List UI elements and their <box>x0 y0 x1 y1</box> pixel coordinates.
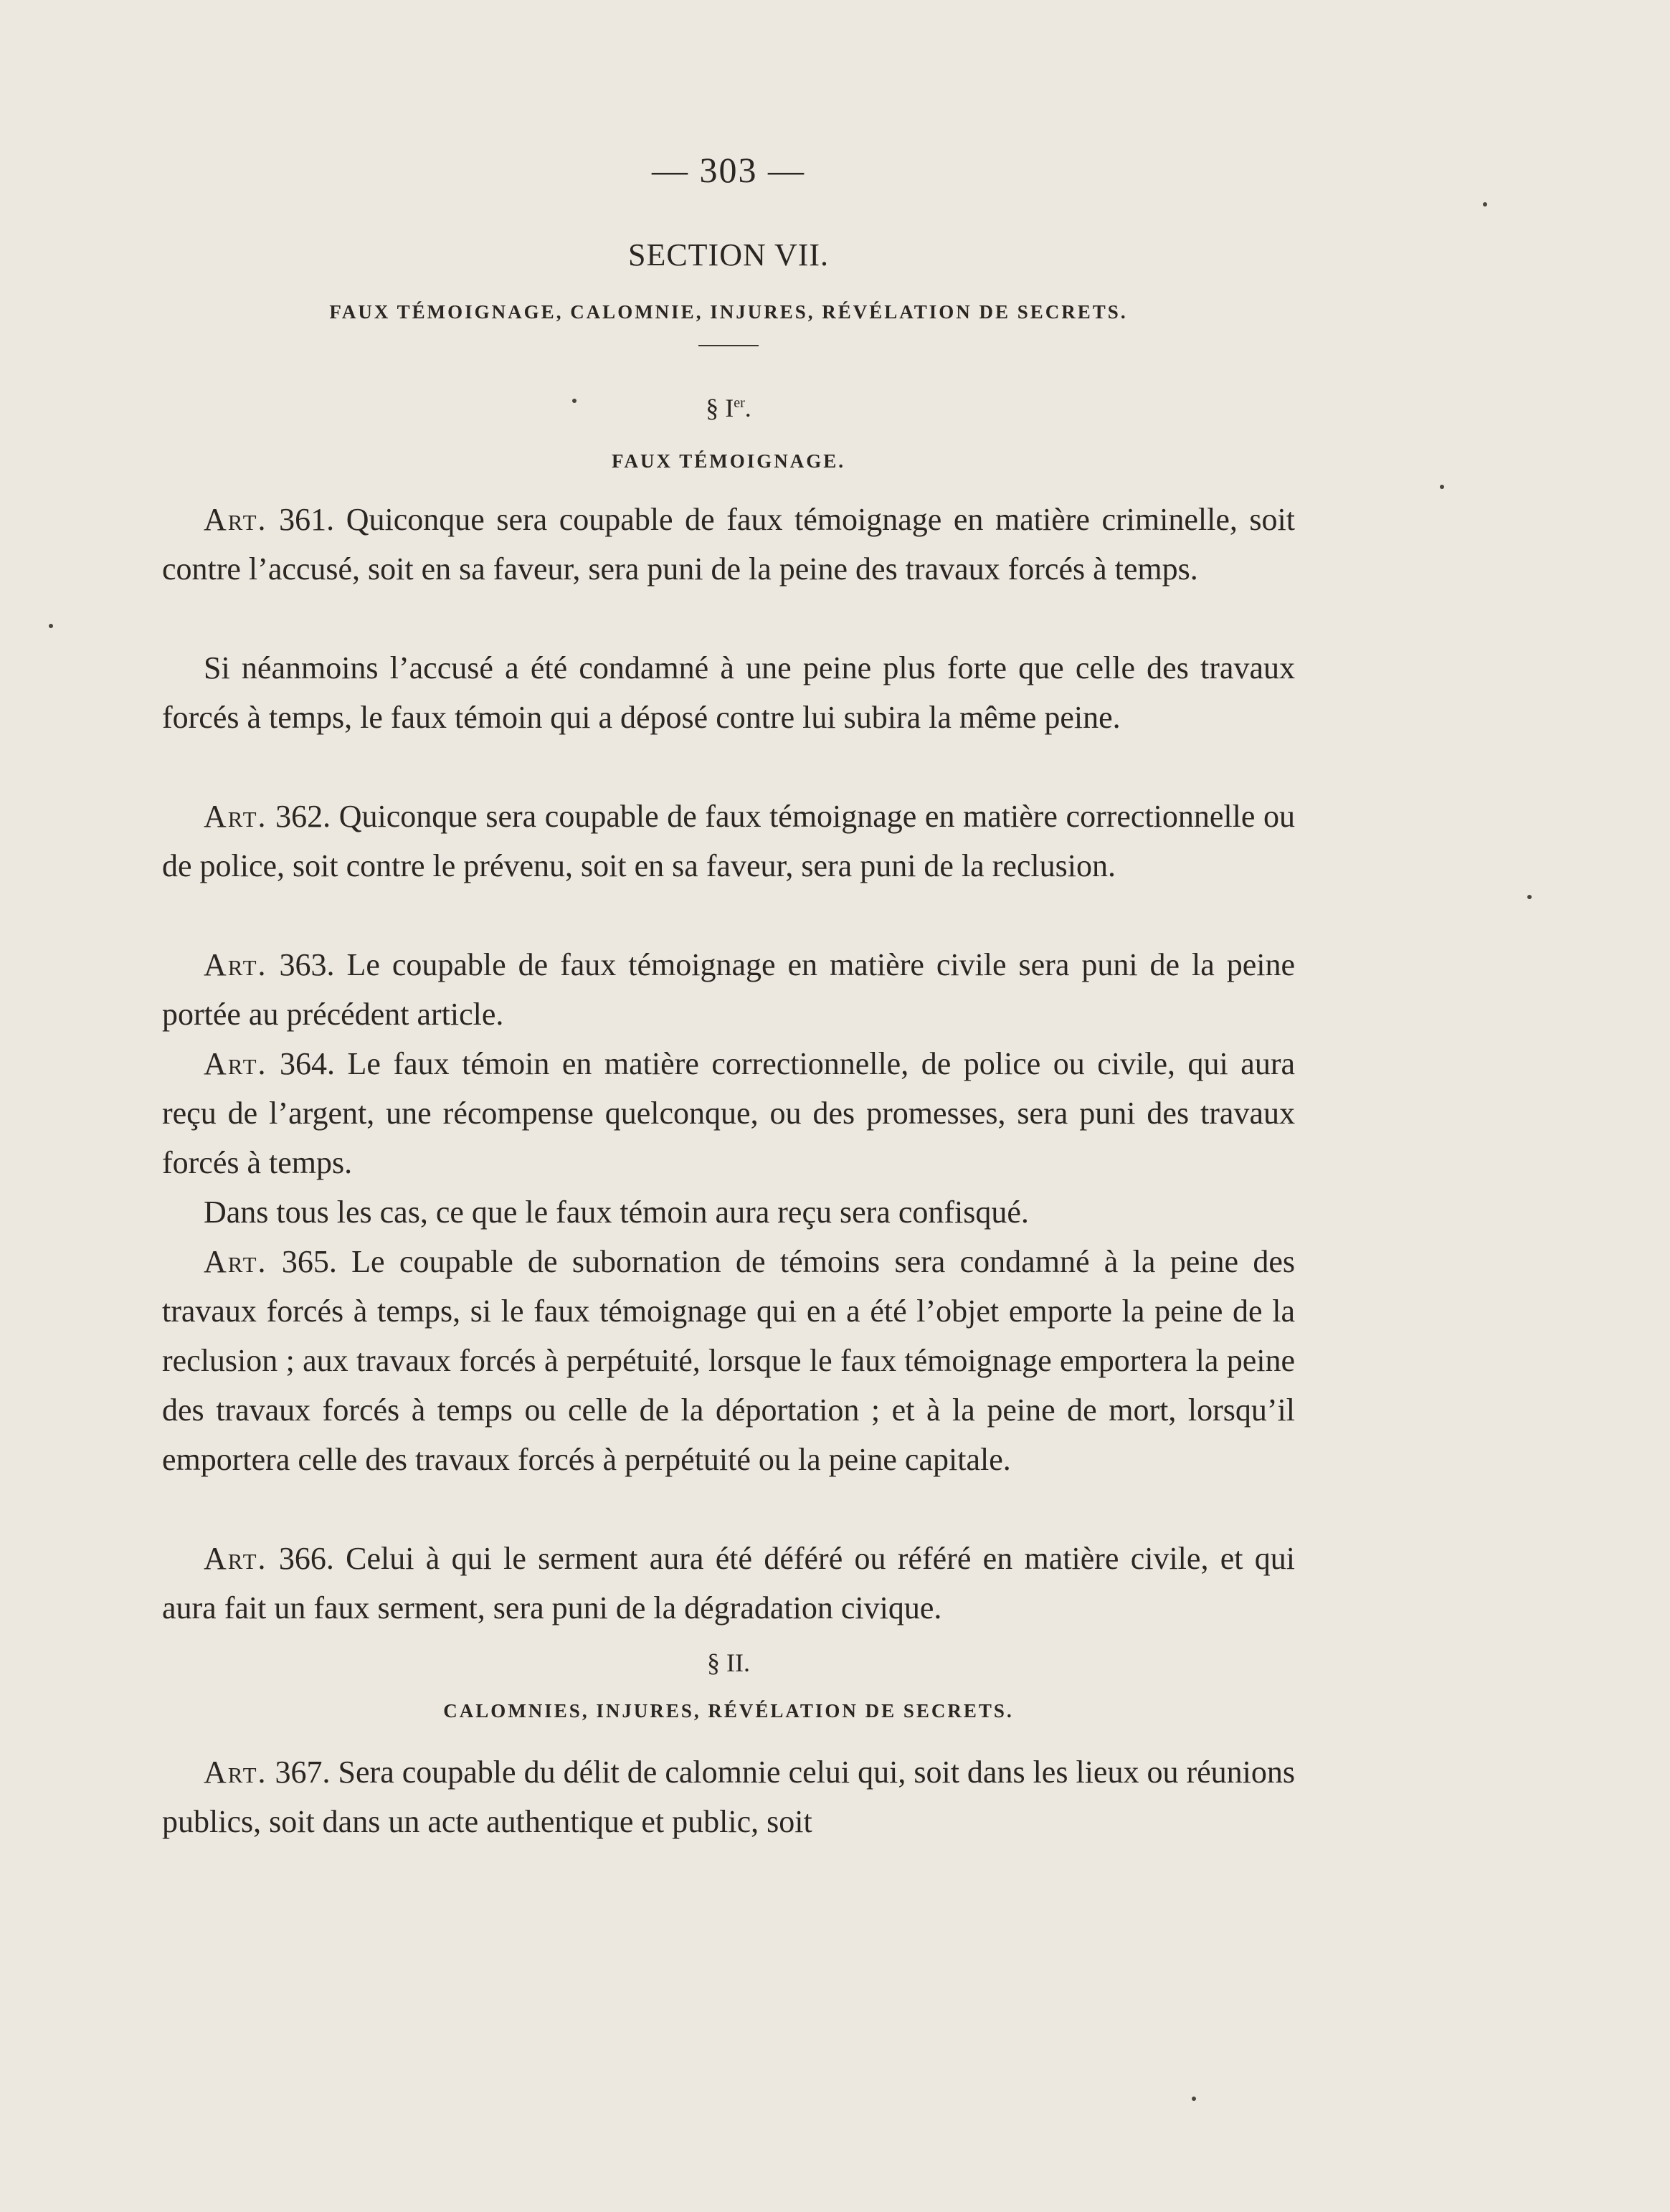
article-363 <box>162 940 1295 1039</box>
article-number: 367 <box>275 1755 323 1790</box>
article-367 <box>162 1747 1295 1846</box>
article-text: . Le coupable de faux témoignage en matière civile sera puni de la peine portée au précédent article. <box>162 947 1295 1032</box>
article-label: Art. <box>204 1046 267 1081</box>
scan-speck <box>572 399 577 403</box>
article-label: Art. <box>204 502 267 537</box>
article-364 <box>162 1039 1295 1187</box>
section-subtitle: FAUX TÉMOIGNAGE, CALOMNIE, INJURES, RÉVÉLATION DE SECRETS. <box>329 301 1128 323</box>
paragraph-1-heading: FAUX TÉMOIGNAGE. <box>611 450 845 472</box>
article-text: Dans tous les cas, ce que le faux témoin aura reçu sera confisqué. <box>204 1195 1029 1230</box>
article-366 <box>162 1534 1295 1633</box>
scan-speck <box>1527 895 1532 899</box>
article-text: Si néanmoins l’accusé a été condamné à une peine plus forte que celle des travaux forcés à temps, le faux témoin qui a déposé contre lui subira la même peine. <box>162 650 1295 735</box>
article-text: . Celui à qui le serment aura été déféré ou référé en matière civile, et qui aura fait un faux serment, sera puni de la dégradation civique. <box>162 1541 1296 1625</box>
article-text: . Quiconque sera coupable de faux témoignage en matière criminelle, soit contre l’accusé, soit en sa faveur, sera puni de la peine des travaux forcés à temps. <box>162 502 1296 587</box>
paragraph-2-mark: § II. <box>707 1648 750 1677</box>
article-364-paragraph-2 <box>162 1187 1295 1237</box>
article-label: Art. <box>204 1541 267 1576</box>
article-label: Art. <box>204 947 267 982</box>
section-divider <box>698 345 759 346</box>
scan-speck <box>1192 2097 1196 2101</box>
article-number: 363 <box>279 947 327 982</box>
article-label: Art. <box>204 1755 267 1790</box>
article-361 <box>162 495 1295 594</box>
article-text: . Quiconque sera coupable de faux témoignage en matière correctionnelle ou de police, soit contre le prévenu, soit en sa faveur, sera puni de la reclusion. <box>162 799 1295 883</box>
article-361-paragraph-2 <box>162 643 1295 742</box>
page-number: — 303 — <box>652 150 805 190</box>
article-number: 366 <box>278 1541 326 1576</box>
scan-speck <box>1440 485 1444 489</box>
article-text: . Le coupable de subornation de témoins sera condamné à la peine des travaux forcés à temps, si le faux témoignage qui en a été l’objet emporte la peine de la reclusion ; aux travaux forcés à perpétuité, lorsque le faux témoignage emportera la peine des travaux forcés à temps ou celle de la déportation ; et à la peine de mort, lorsqu’il emportera celle des travaux forcés à perpétuité ou la peine capitale. <box>162 1244 1295 1477</box>
article-number: 361 <box>279 502 327 537</box>
paragraph-1-mark: § Ier. <box>706 394 751 422</box>
section-title: SECTION VII. <box>627 237 830 272</box>
article-362 <box>162 792 1295 891</box>
article-number: 365 <box>281 1244 329 1279</box>
article-365 <box>162 1237 1295 1484</box>
scan-speck <box>49 624 53 628</box>
article-text: . Le faux témoin en matière correctionnelle, de police ou civile, qui aura reçu de l’argent, une récompense quelconque, ou des promesses, sera puni des travaux forcés à temps. <box>162 1046 1295 1180</box>
article-number: 362 <box>275 799 323 834</box>
article-number: 364 <box>280 1046 328 1081</box>
article-label: Art. <box>204 1244 267 1279</box>
article-label: Art. <box>204 799 267 834</box>
scan-speck <box>1483 202 1487 207</box>
paragraph-2-heading: CALOMNIES, INJURES, RÉVÉLATION DE SECRETS. <box>443 1700 1014 1722</box>
article-text: . Sera coupable du délit de calomnie celui qui, soit dans les lieux ou réunions publics, soit dans un acte authentique et public, soit <box>162 1755 1295 1839</box>
